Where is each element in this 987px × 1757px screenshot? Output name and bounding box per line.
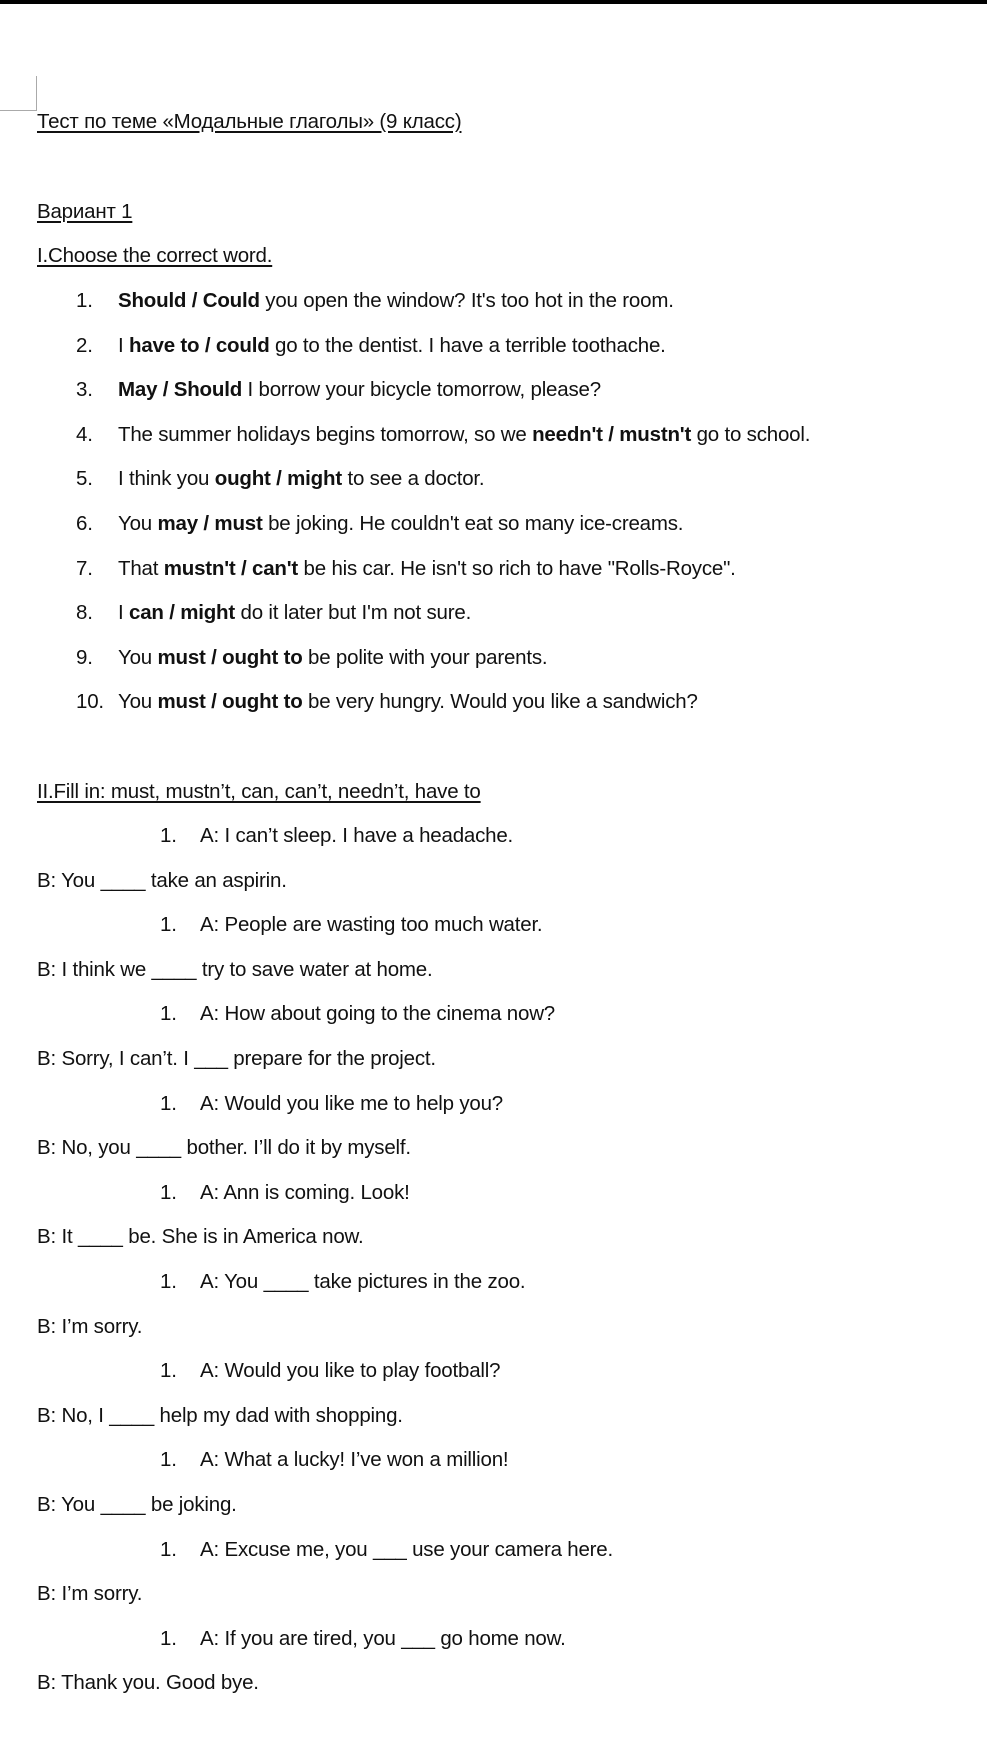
list-item-number: 1. [76, 289, 93, 312]
dialogue-number: 1. [160, 824, 177, 847]
dialogue-line-a: A: People are wasting too much water. [200, 913, 543, 937]
sentence-text: I [118, 333, 129, 357]
sentence-text: You [118, 512, 158, 535]
dialogue-line-b: B: No, I ____ help my dad with shopping. [37, 1403, 403, 1427]
dialogue-line-b: B: No, you ____ bother. I’ll do it by myself. [37, 1136, 411, 1160]
list-item [118, 511, 683, 537]
list-item-number: 10. [76, 690, 104, 714]
list-item-number: 2. [76, 333, 93, 357]
dialogue-line-b: B: I’m sorry. [37, 1314, 143, 1338]
sentence-text: be his car. He isn't so rich to have "Rolls-Royce". [298, 556, 736, 580]
list-item [118, 422, 810, 448]
sentence-text: be polite with your parents. [302, 645, 548, 669]
list-item [118, 377, 601, 403]
dialogue-number: 1. [160, 1091, 177, 1115]
part2-heading: II.Fill in: must, mustn’t, can, can’t, needn’t, have to [37, 780, 481, 803]
sentence-text: be joking. He couldn't eat so many ice-creams. [262, 512, 684, 535]
sentence-text: to see a doctor. [341, 467, 485, 491]
sentence-text: you open the window? It's too hot in the room. [259, 289, 674, 312]
part1-heading: I.Choose the correct word. [37, 244, 273, 267]
dialogue-line-b: B: It ____ be. She is in America now. [37, 1225, 364, 1249]
top-border [0, 0, 987, 4]
margin-corner-mark [0, 76, 37, 111]
list-item [118, 288, 674, 314]
dialogue-number: 1. [160, 1359, 177, 1383]
dialogue-line-b: B: You ____ take an aspirin. [37, 868, 287, 892]
answer-options: May / Should [118, 378, 243, 402]
sentence-text: go to school. [691, 422, 811, 446]
dialogue-line-a: A: I can’t sleep. I have a headache. [200, 824, 514, 847]
dialogue-line-a: A: Excuse me, you ___ use your camera here. [200, 1537, 614, 1561]
list-item [118, 600, 471, 626]
answer-options: must / ought to [157, 690, 303, 714]
answer-options: can / might [129, 601, 236, 625]
sentence-text: be very hungry. Would you like a sandwich? [302, 690, 698, 714]
list-item [118, 645, 547, 671]
dialogue-line-a: A: What a lucky! I’ve won a million! [200, 1448, 509, 1472]
document-title: Тест по теме «Модальные глаголы» (9 класс) [37, 110, 462, 133]
answer-options: Should / Could [118, 289, 260, 312]
dialogue-line-a: A: You ____ take pictures in the zoo. [200, 1270, 526, 1293]
list-item [118, 689, 698, 715]
sentence-text: I borrow your bicycle tomorrow, please? [242, 378, 601, 402]
sentence-text: You [118, 690, 158, 714]
dialogue-number: 1. [160, 1448, 177, 1472]
dialogue-line-b: B: I’m sorry. [37, 1582, 143, 1606]
list-item [118, 466, 484, 492]
dialogue-line-b: B: I think we ____ try to save water at home. [37, 957, 433, 981]
dialogue-line-a: A: If you are tired, you ___ go home now. [200, 1626, 566, 1650]
answer-options: ought / might [214, 467, 342, 491]
sentence-text: go to the dentist. I have a terrible toothache. [269, 333, 666, 357]
answer-options: must / ought to [157, 645, 303, 669]
dialogue-number: 1. [160, 1537, 177, 1561]
dialogue-line-a: A: Would you like to play football? [200, 1359, 501, 1383]
dialogue-line-b: B: Sorry, I can’t. I ___ prepare for the project. [37, 1047, 436, 1070]
list-item [118, 556, 736, 582]
sentence-text: I [118, 601, 129, 625]
list-item-number: 4. [76, 422, 93, 446]
list-item-number: 9. [76, 645, 93, 669]
list-item-number: 8. [76, 601, 93, 625]
sentence-text: do it later but I'm not sure. [235, 601, 472, 625]
dialogue-number: 1. [160, 913, 177, 937]
dialogue-number: 1. [160, 1002, 177, 1026]
list-item-number: 7. [76, 556, 93, 580]
list-item [118, 333, 666, 359]
dialogue-number: 1. [160, 1270, 177, 1293]
answer-options: have to / could [129, 333, 270, 357]
list-item-number: 6. [76, 512, 93, 535]
dialogue-line-a: A: Would you like me to help you? [200, 1091, 503, 1115]
list-item-number: 5. [76, 467, 93, 491]
dialogue-line-b: B: You ____ be joking. [37, 1493, 237, 1516]
answer-options: mustn't / can't [163, 556, 299, 580]
sentence-text: You [118, 645, 158, 669]
sentence-text: The summer holidays begins tomorrow, so we [118, 422, 533, 446]
dialogue-number: 1. [160, 1180, 177, 1204]
dialogue-line-b: B: Thank you. Good bye. [37, 1671, 259, 1695]
sentence-text: That [118, 556, 164, 580]
dialogue-number: 1. [160, 1626, 177, 1650]
sentence-text: I think you [118, 467, 215, 491]
answer-options: needn't / mustn't [532, 422, 692, 446]
dialogue-line-a: A: How about going to the cinema now? [200, 1002, 555, 1026]
list-item-number: 3. [76, 378, 93, 402]
answer-options: may / must [157, 512, 263, 535]
variant-heading: Вариант 1 [37, 200, 133, 223]
dialogue-line-a: A: Ann is coming. Look! [200, 1180, 410, 1204]
